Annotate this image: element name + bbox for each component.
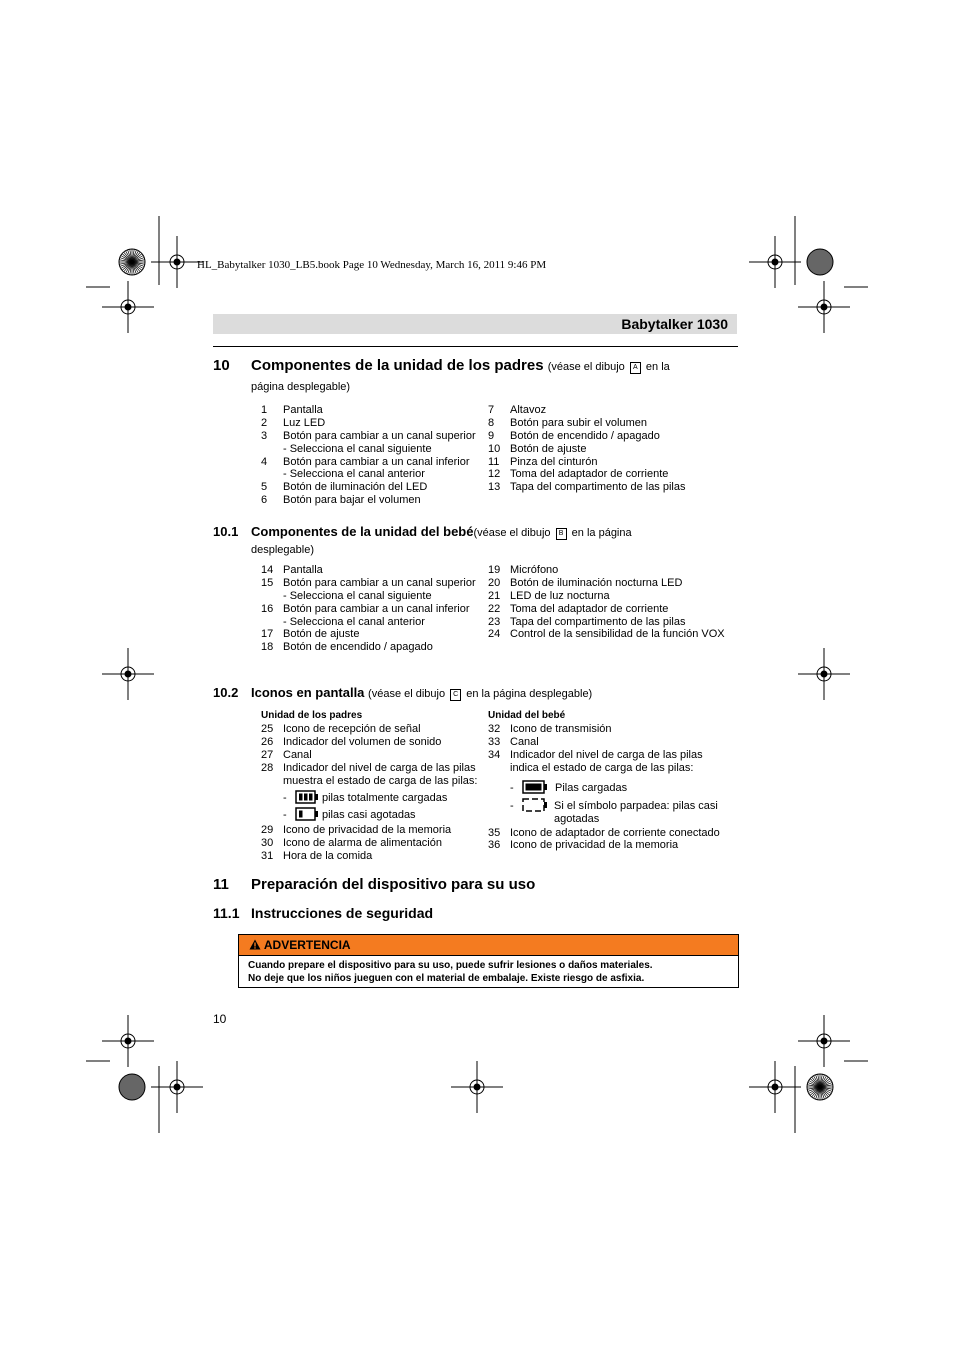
list-item bbox=[261, 628, 486, 641]
section-10-1-ref-cont: desplegable) bbox=[251, 544, 314, 556]
item-text: Icono de privacidad de la memoria bbox=[510, 839, 679, 852]
item-number: 14 bbox=[261, 564, 274, 576]
baby-unit-icons bbox=[488, 710, 738, 852]
item-text: Icono de adaptador de corriente conectado bbox=[510, 826, 720, 839]
item-number: 4 bbox=[261, 455, 268, 468]
battery-full-icon bbox=[295, 790, 319, 805]
item-number: 36 bbox=[488, 839, 501, 852]
section-number: 10 bbox=[213, 357, 230, 374]
item-text: Botón para cambiar a un canal superior bbox=[283, 429, 476, 442]
icon-list-b bbox=[488, 827, 738, 853]
list-item bbox=[488, 723, 738, 736]
section-title: Preparación del dispositivo para su uso bbox=[251, 876, 536, 893]
list-item bbox=[261, 430, 486, 443]
item-number: 33 bbox=[488, 735, 501, 748]
item-text: Luz LED bbox=[283, 416, 326, 429]
item-number: 21 bbox=[488, 589, 501, 602]
battery-full-row: - pilas totalmente cargadas bbox=[283, 792, 448, 805]
item-text: Indicador del nivel de carga de las pilas bbox=[510, 748, 703, 761]
list-item bbox=[261, 616, 486, 629]
warning-label: ADVERTENCIA bbox=[263, 938, 351, 952]
item-number: 30 bbox=[261, 837, 274, 850]
item-number: 27 bbox=[261, 748, 274, 761]
battery-label: Si el símbolo parpadea: pilas casi bbox=[554, 799, 718, 812]
list-item bbox=[261, 417, 486, 430]
column-heading: Unidad de los padres bbox=[261, 710, 363, 721]
warning-box bbox=[238, 934, 739, 988]
item-number: 35 bbox=[488, 826, 501, 839]
battery-blink-row-cont bbox=[488, 813, 738, 827]
list-item bbox=[488, 417, 738, 430]
icon-list-b bbox=[261, 824, 486, 863]
product-name: Babytalker 1030 bbox=[621, 316, 728, 332]
book-slug-line: HL_Babytalker 1030_LB5.book Page 10 Wednesday, March 16, 2011 9:46 PM bbox=[197, 259, 547, 271]
registration-dot bbox=[174, 1084, 180, 1090]
figure-letter-box: C bbox=[450, 689, 461, 701]
item-text: Indicador del nivel de carga de las pilas bbox=[283, 761, 476, 774]
warning-header bbox=[239, 935, 738, 956]
item-text: - Selecciona el canal siguiente bbox=[283, 442, 432, 455]
item-text: Hora de la comida bbox=[283, 850, 373, 863]
battery-full-icon bbox=[522, 780, 548, 795]
item-text: Botón de encendido / apagado bbox=[283, 641, 433, 654]
item-text: indica el estado de carga de las pilas: bbox=[510, 761, 694, 774]
section-10-list-left bbox=[261, 404, 486, 507]
list-item bbox=[261, 443, 486, 456]
item-number: 10 bbox=[488, 442, 501, 455]
item-number: 26 bbox=[261, 735, 274, 748]
section-title: Instrucciones de seguridad bbox=[251, 905, 434, 921]
item-text: Indicador del volumen de sonido bbox=[283, 735, 442, 748]
item-number: 7 bbox=[488, 404, 495, 416]
list-item bbox=[261, 762, 486, 775]
registration-dot bbox=[125, 671, 131, 677]
registration-dot bbox=[174, 259, 180, 265]
section-10-ref-cont: página desplegable) bbox=[251, 381, 351, 393]
item-number: 15 bbox=[261, 576, 274, 589]
battery-full-row: - Pilas cargadas bbox=[510, 781, 628, 794]
item-number: 1 bbox=[261, 404, 268, 416]
icon-list-a bbox=[261, 723, 486, 787]
section-10-heading bbox=[213, 357, 738, 377]
list-item bbox=[261, 824, 486, 837]
registration-dot bbox=[821, 671, 827, 677]
list-item bbox=[488, 456, 738, 469]
list-item bbox=[488, 577, 738, 590]
battery-blink-row: - Si el símbolo parpadea: pilas casi bbox=[510, 799, 718, 812]
registration-dot bbox=[821, 304, 827, 310]
battery-empty-icon bbox=[522, 798, 548, 813]
item-number: 25 bbox=[261, 723, 274, 735]
item-number: 11 bbox=[488, 455, 500, 468]
item-text: LED de luz nocturna bbox=[510, 589, 610, 602]
list-item bbox=[261, 494, 486, 507]
item-text: muestra el estado de carga de las pilas: bbox=[283, 774, 478, 787]
section-10-1-heading bbox=[213, 524, 738, 542]
item-text: Pantalla bbox=[283, 564, 323, 576]
item-text: Micrófono bbox=[510, 564, 559, 576]
figure-letter-box: B bbox=[556, 528, 567, 540]
section-10-list-right bbox=[488, 404, 738, 494]
registration-dot bbox=[772, 259, 778, 265]
item-number: 23 bbox=[488, 615, 501, 628]
item-text: Icono de recepción de señal bbox=[283, 723, 421, 735]
list-item bbox=[488, 839, 738, 852]
registration-dot bbox=[125, 1038, 131, 1044]
item-text: Botón de ajuste bbox=[510, 442, 587, 455]
section-number: 10.2 bbox=[213, 685, 239, 700]
registration-dot bbox=[772, 1084, 778, 1090]
section-title: Iconos en pantalla (véase el dibujo C en la página desplegable) bbox=[251, 685, 593, 700]
item-text: Botón para subir el volumen bbox=[510, 416, 647, 429]
figure-letter-box: A bbox=[630, 362, 641, 374]
item-number: 19 bbox=[488, 564, 501, 576]
registration-dot bbox=[125, 304, 131, 310]
item-text: Control de la sensibilidad de la función VOX bbox=[510, 628, 725, 641]
parent-unit-icons bbox=[261, 710, 486, 863]
warning-line: Cuando prepare el dispositivo para su uso, puede sufrir lesiones o daños materiales. bbox=[248, 960, 653, 971]
item-number: 34 bbox=[488, 748, 501, 761]
list-item bbox=[488, 430, 738, 443]
list-item bbox=[488, 762, 738, 775]
item-text: Pantalla bbox=[283, 404, 323, 416]
section-10-1-list-left bbox=[261, 564, 486, 654]
item-number: 24 bbox=[488, 628, 501, 641]
list-item bbox=[261, 468, 486, 481]
battery-label: pilas totalmente cargadas bbox=[322, 792, 448, 805]
battery-low-icon bbox=[295, 807, 319, 822]
item-text: Altavoz bbox=[510, 404, 547, 416]
list-item bbox=[488, 404, 738, 417]
section-title: Componentes de la unidad del bebé(véase el dibujo B en la página bbox=[251, 524, 632, 539]
item-text: Botón de iluminación nocturna LED bbox=[510, 576, 683, 589]
list-item bbox=[261, 564, 486, 577]
item-text: Toma del adaptador de corriente bbox=[510, 602, 669, 615]
item-number: 31 bbox=[261, 850, 274, 863]
item-number: 28 bbox=[261, 761, 274, 774]
list-item bbox=[261, 723, 486, 736]
section-11-heading bbox=[213, 876, 738, 896]
item-text: Canal bbox=[283, 748, 312, 761]
item-text: Tapa del compartimento de las pilas bbox=[510, 615, 686, 628]
warning-line: No deje que los niños jueguen con el material de embalaje. Existe riesgo de asfixia. bbox=[248, 973, 645, 984]
list-item bbox=[488, 590, 738, 603]
list-item bbox=[261, 456, 486, 469]
item-number: 6 bbox=[261, 494, 268, 507]
warning-text bbox=[239, 956, 738, 985]
section-number: 10.1 bbox=[213, 524, 239, 539]
list-item bbox=[261, 590, 486, 603]
section-number: 11.1 bbox=[213, 905, 240, 921]
item-text: Icono de alarma de alimentación bbox=[283, 837, 442, 850]
registration-dot bbox=[821, 1038, 827, 1044]
item-number: 32 bbox=[488, 723, 501, 735]
item-number: 3 bbox=[261, 429, 268, 442]
item-text: Botón para bajar el volumen bbox=[283, 494, 421, 507]
list-item bbox=[488, 827, 738, 840]
list-item bbox=[488, 628, 738, 641]
section-10-2-heading bbox=[213, 685, 738, 703]
item-number: 22 bbox=[488, 602, 501, 615]
item-number: 8 bbox=[488, 416, 495, 429]
item-number: 16 bbox=[261, 602, 274, 615]
battery-label: Pilas cargadas bbox=[555, 781, 628, 794]
battery-label: agotadas bbox=[554, 812, 600, 825]
running-header bbox=[213, 314, 737, 334]
item-text: Pinza del cinturón bbox=[510, 455, 598, 468]
item-text: - Selecciona el canal siguiente bbox=[283, 589, 432, 602]
item-text: - Selecciona el canal anterior bbox=[283, 468, 425, 481]
page-number: 10 bbox=[213, 1012, 227, 1026]
list-item bbox=[488, 749, 738, 762]
gray-target bbox=[119, 1074, 145, 1100]
header-rule bbox=[213, 346, 738, 347]
list-item bbox=[261, 577, 486, 590]
item-text: Botón para cambiar a un canal inferior bbox=[283, 602, 470, 615]
section-11-1-heading bbox=[213, 905, 738, 923]
item-text: Botón para cambiar a un canal superior bbox=[283, 576, 476, 589]
item-number: 17 bbox=[261, 628, 274, 641]
warning-triangle-icon bbox=[249, 939, 261, 950]
list-item bbox=[261, 850, 486, 863]
list-item bbox=[488, 481, 738, 494]
item-text: - Selecciona el canal anterior bbox=[283, 615, 425, 628]
item-text: Canal bbox=[510, 735, 539, 748]
item-number: 29 bbox=[261, 824, 274, 837]
item-number: 2 bbox=[261, 416, 268, 429]
item-text: Icono de transmisión bbox=[510, 723, 612, 735]
list-item bbox=[488, 736, 738, 749]
item-number: 20 bbox=[488, 576, 501, 589]
item-text: Botón de encendido / apagado bbox=[510, 429, 660, 442]
gray-target bbox=[807, 249, 833, 275]
section-number: 11 bbox=[213, 876, 229, 893]
column-heading: Unidad del bebé bbox=[488, 710, 566, 721]
list-item bbox=[261, 641, 486, 654]
list-item bbox=[261, 481, 486, 494]
item-number: 5 bbox=[261, 481, 268, 494]
item-number: 9 bbox=[488, 429, 495, 442]
item-number: 18 bbox=[261, 641, 274, 654]
list-item bbox=[261, 775, 486, 788]
icon-list-a bbox=[488, 723, 738, 775]
list-item bbox=[261, 603, 486, 616]
battery-low-row: - pilas casi agotadas bbox=[283, 809, 416, 822]
list-item bbox=[488, 468, 738, 481]
item-text: Botón de iluminación del LED bbox=[283, 481, 428, 494]
item-text: Botón para cambiar a un canal inferior bbox=[283, 455, 470, 468]
list-item bbox=[261, 736, 486, 749]
item-number: 13 bbox=[488, 481, 501, 494]
list-item bbox=[488, 616, 738, 629]
item-text: Toma del adaptador de corriente bbox=[510, 468, 669, 481]
list-item bbox=[488, 564, 738, 577]
battery-label: pilas casi agotadas bbox=[322, 809, 416, 822]
list-item bbox=[261, 749, 486, 762]
item-number: 12 bbox=[488, 468, 501, 481]
item-text: Botón de ajuste bbox=[283, 628, 360, 641]
list-item bbox=[488, 443, 738, 456]
item-text: Tapa del compartimento de las pilas bbox=[510, 481, 686, 494]
list-item bbox=[261, 837, 486, 850]
list-item bbox=[261, 404, 486, 417]
section-title: Componentes de la unidad de los padres (véase el dibujo A en la bbox=[251, 357, 670, 374]
item-text: Icono de privacidad de la memoria bbox=[283, 824, 452, 837]
section-10-1-list-right bbox=[488, 564, 738, 641]
list-item bbox=[488, 603, 738, 616]
registration-dot bbox=[474, 1084, 480, 1090]
